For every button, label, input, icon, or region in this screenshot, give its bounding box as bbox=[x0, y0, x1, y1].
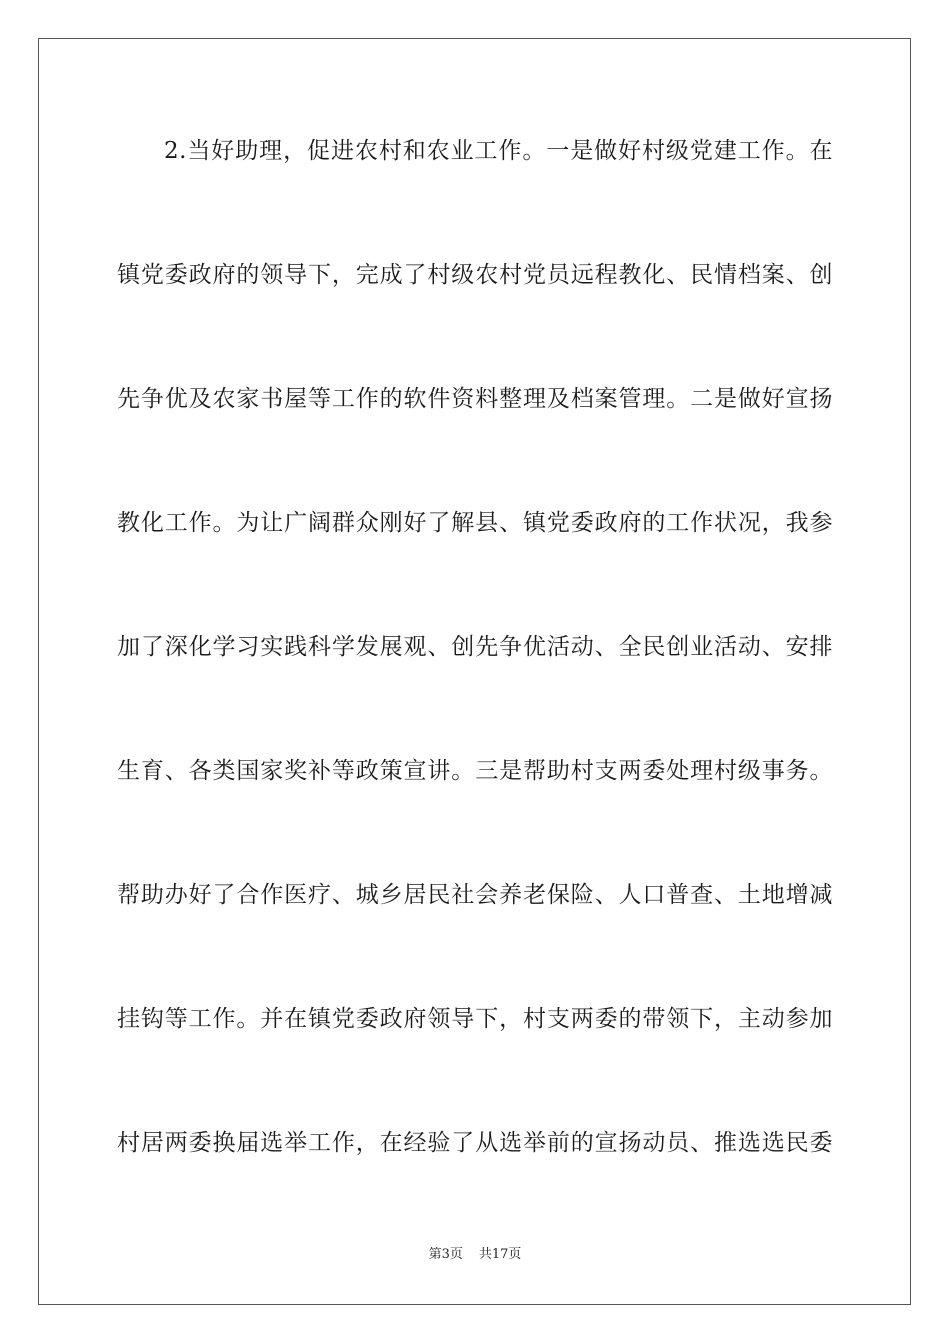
paragraph-line: 村居两委换届选举工作，在经验了从选举前的宣扬动员、推选选民委 bbox=[117, 1130, 833, 1156]
paragraph-line: 帮助办好了合作医疗、城乡居民社会养老保险、人口普查、土地增减 bbox=[117, 882, 833, 908]
paragraph-line: 挂钩等工作。并在镇党委政府领导下，村支两委的带领下，主动参加 bbox=[117, 1006, 833, 1032]
paragraph-line: 生育、各类国家奖补等政策宣讲。三是帮助村支两委处理村级事务。 bbox=[117, 758, 833, 784]
paragraph-line: 2.当好助理，促进农村和农业工作。一是做好村级党建工作。在 bbox=[164, 138, 833, 164]
total-pages: 共17页 bbox=[478, 1247, 522, 1262]
page-border bbox=[38, 38, 911, 1305]
page-number: 第3页 bbox=[428, 1247, 463, 1262]
paragraph-line: 先争优及农家书屋等工作的软件资料整理及档案管理。二是做好宣扬 bbox=[117, 386, 833, 412]
paragraph-line: 加了深化学习实践科学发展观、创先争优活动、全民创业活动、安排 bbox=[117, 634, 833, 660]
page-footer bbox=[0, 1246, 950, 1264]
paragraph-line: 教化工作。为让广阔群众刚好了解县、镇党委政府的工作状况，我参 bbox=[117, 510, 833, 536]
paragraph-line: 镇党委政府的领导下，完成了村级农村党员远程教化、民情档案、创 bbox=[117, 262, 833, 288]
